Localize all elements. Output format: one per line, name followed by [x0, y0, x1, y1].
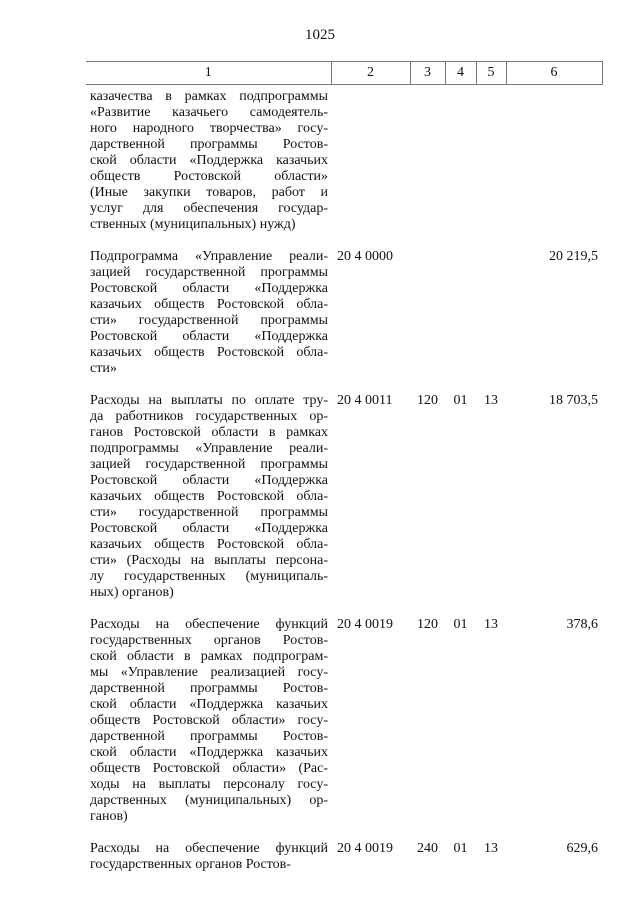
- description-line: ных) органов): [90, 585, 174, 600]
- table-row: [86, 389, 602, 601]
- description-line: ственных (муниципальных) нужд): [90, 217, 296, 232]
- row-section: 01: [453, 841, 468, 856]
- description-line: Расходы на выплаты по оплате тру-: [90, 393, 328, 408]
- row-amount: 20 219,5: [549, 249, 598, 264]
- description-line: Ростовской области «Поддержка: [90, 329, 328, 344]
- description-line: дарственной программы Ростов-: [90, 729, 328, 744]
- description-line: казачьих обществ Ростовской обла-: [90, 537, 328, 552]
- description-line: Подпрограмма «Управление реали-: [90, 249, 328, 264]
- row-target-code: 20 4 0011: [337, 393, 393, 408]
- description-line: сти» (Расходы на выплаты персона-: [90, 553, 328, 568]
- row-expense-type: 120: [417, 617, 438, 632]
- description-line: ской области в рамках подпрограм-: [90, 649, 328, 664]
- row-expense-type: 240: [417, 841, 438, 856]
- description-line: Ростовской области «Поддержка: [90, 473, 328, 488]
- row-description: [86, 85, 331, 234]
- header-row: [86, 62, 602, 85]
- page-number: 1025: [305, 27, 335, 43]
- row-subsection: [476, 245, 506, 377]
- table-row: [86, 85, 602, 234]
- row-target-code: 20 4 0019: [337, 841, 393, 856]
- row-target-code: 20 4 0000: [337, 249, 393, 264]
- description-line: дарственной программы Ростов-: [90, 681, 328, 696]
- description-line: лу государственных (муниципаль-: [90, 569, 328, 584]
- description-line: да работников государственных ор-: [90, 409, 328, 424]
- row-spacer-cell: [86, 233, 602, 245]
- description-line: ходы на выплаты персоналу госу-: [90, 777, 328, 792]
- row-section: 01: [453, 393, 468, 408]
- description-line: ской области «Поддержка казачьих: [90, 745, 328, 760]
- row-target-code: 20 4 0019: [337, 617, 393, 632]
- row-spacer: [86, 601, 602, 613]
- row-description: [86, 389, 331, 601]
- description-line: сти» государственной программы: [90, 505, 328, 520]
- row-description: [86, 837, 331, 873]
- row-section: 01: [453, 617, 468, 632]
- row-amount: 629,6: [566, 841, 598, 856]
- row-target-code: [331, 85, 410, 234]
- col-header-2: 2: [331, 62, 410, 85]
- description-line: зацией государственной программы: [90, 457, 328, 472]
- row-spacer-cell: [86, 825, 602, 837]
- row-subsection: [476, 85, 506, 234]
- description-line: сти» государственной программы: [90, 313, 328, 328]
- table-row: [86, 837, 602, 873]
- row-subsection: 13: [484, 393, 498, 408]
- row-subsection: 13: [484, 841, 498, 856]
- col-header-6: 6: [506, 62, 602, 85]
- description-line: государственных органов Ростов-: [90, 857, 291, 872]
- description-line: обществ Ростовской области» (Рас-: [90, 761, 328, 776]
- row-amount: 378,6: [566, 617, 598, 632]
- row-spacer-cell: [86, 377, 602, 389]
- description-line: казачества в рамках подпрограммы: [90, 89, 328, 104]
- row-spacer: [86, 825, 602, 837]
- description-line: Расходы на обеспечение функций: [90, 617, 328, 632]
- description-line: дарственной программы Ростов-: [90, 137, 328, 152]
- description-line: зацией государственной программы: [90, 265, 328, 280]
- description-line: государственных органов Ростов-: [90, 633, 328, 648]
- row-description: [86, 245, 331, 377]
- col-header-1: 1: [86, 62, 331, 85]
- description-line: мы «Управление реализацией госу-: [90, 665, 328, 680]
- table-row: [86, 245, 602, 377]
- description-line: дарственных (муниципальных) ор-: [90, 793, 328, 808]
- col-header-4: 4: [445, 62, 476, 85]
- description-line: казачьих обществ Ростовской обла-: [90, 489, 328, 504]
- description-line: Ростовской области «Поддержка: [90, 281, 328, 296]
- description-line: ской области «Поддержка казачьих: [90, 697, 328, 712]
- row-expense-type: [410, 245, 445, 377]
- description-line: подпрограммы «Управление реали-: [90, 441, 328, 456]
- col-header-5: 5: [476, 62, 506, 85]
- col-header-3: 3: [410, 62, 445, 85]
- row-expense-type: 120: [417, 393, 438, 408]
- budget-table: [86, 61, 603, 873]
- description-line: ганов Ростовской области в рамках: [90, 425, 328, 440]
- description-line: ской области «Поддержка казачьих: [90, 153, 328, 168]
- row-spacer-cell: [86, 601, 602, 613]
- description-line: обществ Ростовской области»: [90, 169, 328, 184]
- description-line: услуг для обеспечения государ-: [90, 201, 328, 216]
- description-line: казачьих обществ Ростовской обла-: [90, 345, 328, 360]
- description-line: ного народного творчества» госу-: [90, 121, 328, 136]
- row-amount: [506, 85, 602, 234]
- row-spacer: [86, 233, 602, 245]
- row-amount: 18 703,5: [549, 393, 598, 408]
- row-description: [86, 613, 331, 825]
- row-spacer: [86, 377, 602, 389]
- row-section: [445, 85, 476, 234]
- description-line: сти»: [90, 361, 117, 376]
- description-line: обществ Ростовской области» госу-: [90, 713, 328, 728]
- description-line: казачьих обществ Ростовской обла-: [90, 297, 328, 312]
- table-row: [86, 613, 602, 825]
- description-line: (Иные закупки товаров, работ и: [90, 185, 328, 200]
- row-section: [445, 245, 476, 377]
- description-line: Ростовской области «Поддержка: [90, 521, 328, 536]
- description-line: Расходы на обеспечение функций: [90, 841, 328, 856]
- row-subsection: 13: [484, 617, 498, 632]
- row-expense-type: [410, 85, 445, 234]
- description-line: «Развитие казачьего самодеятель-: [90, 105, 328, 120]
- description-line: ганов): [90, 809, 128, 824]
